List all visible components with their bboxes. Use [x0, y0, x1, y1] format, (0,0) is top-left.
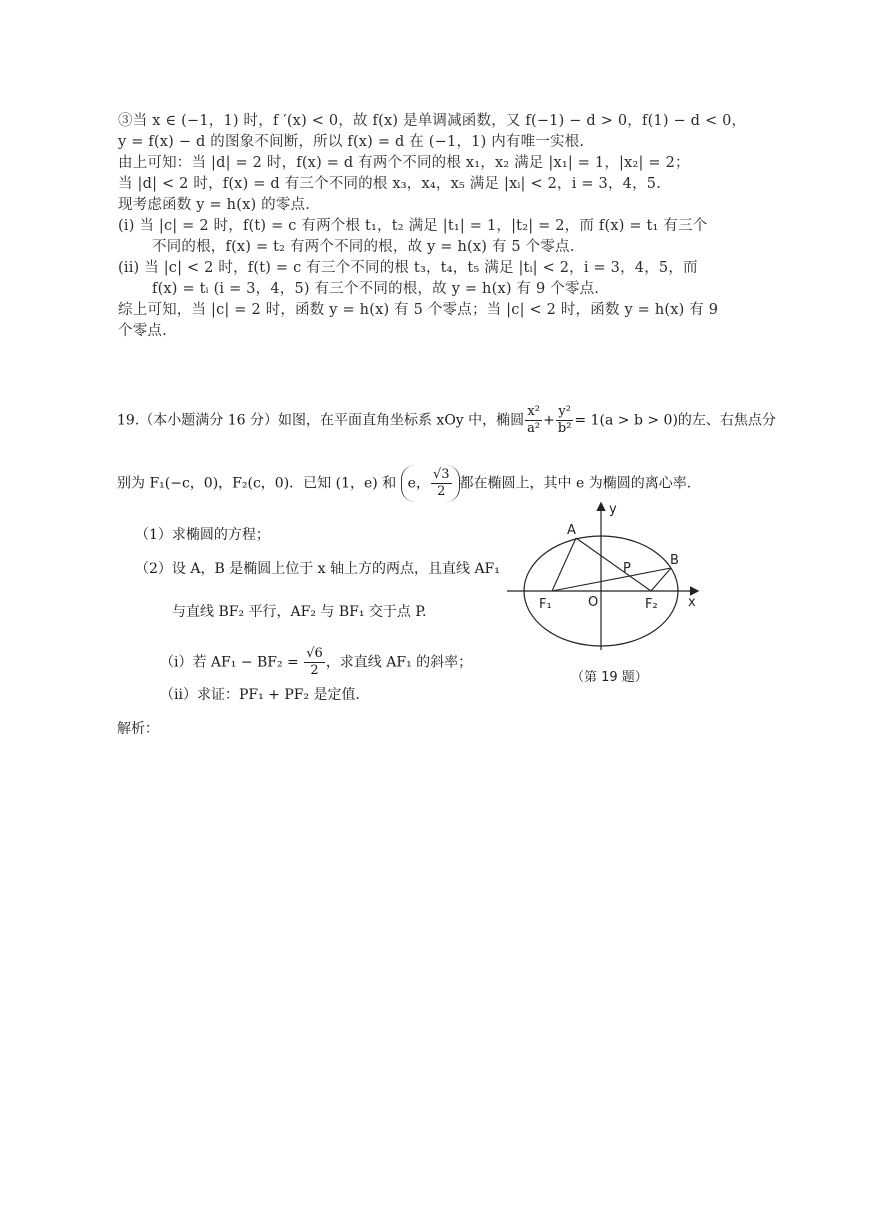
scan-line-6: (i) 当 |c| = 2 时，f(t) = c 有两个根 t₁，t₂ 满足 |t₁| = 1，|t₂| = 2，而 f(x) = t₁ 有三个 — [118, 218, 708, 234]
line-bf1 — [552, 568, 671, 591]
label-o: O — [588, 595, 599, 610]
label-a: A — [567, 523, 576, 538]
scan-line-11: 个零点. — [118, 323, 167, 339]
point-e-label: e， — [407, 475, 430, 492]
ellipse-x-fraction — [525, 404, 542, 437]
label-f2: F₂ — [645, 597, 658, 612]
fraction-numerator: √6 — [306, 646, 323, 661]
plus-sign: + — [543, 412, 555, 429]
fraction-denominator: b² — [557, 421, 572, 436]
figure-caption: （第 19 题） — [571, 670, 648, 685]
sqrt6-fraction — [304, 646, 325, 679]
ellipse-y-fraction — [556, 404, 574, 437]
question-2-line-2: 与直线 BF₂ 平行，AF₂ 与 BF₁ 交于点 P. — [172, 604, 427, 620]
scan-line-4: 当 |d| < 2 时，f(x) = d 有三个不同的根 x₃，x₄，x₅ 满足 |xᵢ| < 2，i = 3，4，5. — [118, 176, 662, 192]
problem-line-2 — [117, 465, 691, 502]
question-2i-text: （i）若 AF₁ − BF₂ = — [160, 654, 299, 671]
scan-line-3: 由上可知：当 |d| = 2 时，f(x) = d 有两个不同的根 x₁，x₂ 满足 |x₁| = 1，|x₂| = 2； — [118, 155, 690, 171]
line-af2 — [576, 538, 651, 591]
fraction-numerator: x² — [525, 404, 542, 421]
analysis-label: 解析： — [117, 721, 159, 737]
fraction-numerator: √3 — [432, 467, 450, 482]
foci-text: 别为 F₁(−c，0)，F₂(c，0)．已知 (1，e) 和 — [117, 475, 397, 492]
eccentricity-text: 都在椭圆上，其中 e 为椭圆的离心率. — [459, 475, 692, 492]
scan-line-5: 现考虑函数 y = h(x) 的零点. — [118, 197, 311, 213]
problem-intro: 19.（本小题满分 16 分）如图，在平面直角坐标系 xOy 中，椭圆 — [117, 412, 525, 429]
question-2i-suffix: ，求直线 AF₁ 的斜率； — [325, 654, 473, 671]
label-p: P — [623, 561, 631, 576]
question-2i — [160, 646, 472, 679]
label-b: B — [670, 553, 679, 568]
ellipse-figure — [505, 500, 705, 690]
ellipse-rhs: = 1(a > b > 0) — [574, 412, 678, 429]
problem-line-1 — [117, 404, 776, 437]
fraction-numerator: y² — [556, 404, 574, 421]
scan-line-9: f(x) = tᵢ (i = 3，4，5) 有三个不同的根，故 y = h(x) 有 9 个零点. — [152, 281, 600, 297]
scan-line-8: (ii) 当 |c| < 2 时，f(t) = c 有三个不同的根 t₃，t₄，t₅ 满足 |tᵢ| < 2，i = 3，4，5，而 — [118, 260, 698, 276]
fraction-denominator: 2 — [437, 484, 446, 499]
label-f1: F₁ — [539, 597, 552, 612]
problem-intro-suffix: 的左、右焦点分 — [677, 412, 776, 429]
label-x: x — [688, 595, 696, 610]
fraction-denominator: 2 — [310, 663, 319, 678]
question-2-line-1: （2）设 A，B 是椭圆上位于 x 轴上方的两点，且直线 AF₁ — [135, 561, 500, 577]
question-2ii: （ii）求证：PF₁ + PF₂ 是定值. — [160, 687, 360, 703]
label-y: y — [609, 502, 617, 517]
scan-line-10: 综上可知，当 |c| = 2 时，函数 y = h(x) 有 5 个零点；当 |c| < 2 时，函数 y = h(x) 有 9 — [118, 302, 719, 318]
scan-line-2: y = f(x) − d 的图象不间断，所以 f(x) = d 在 (−1，1) 内有唯一实根. — [118, 134, 585, 150]
scan-line-1: ③当 x ∈ (−1，1) 时，f ′(x) < 0，故 f(x) 是单调减函数，又 f(−1) − d > 0，f(1) − d < 0， — [118, 113, 747, 129]
question-1: （1）求椭圆的方程； — [135, 527, 270, 543]
sqrt3-fraction — [431, 467, 452, 500]
scan-line-7: 不同的根，f(x) = t₂ 有两个不同的根，故 y = h(x) 有 5 个零点. — [152, 239, 575, 255]
fraction-denominator: a² — [527, 421, 541, 436]
point-e-sqrt3 — [401, 465, 460, 502]
